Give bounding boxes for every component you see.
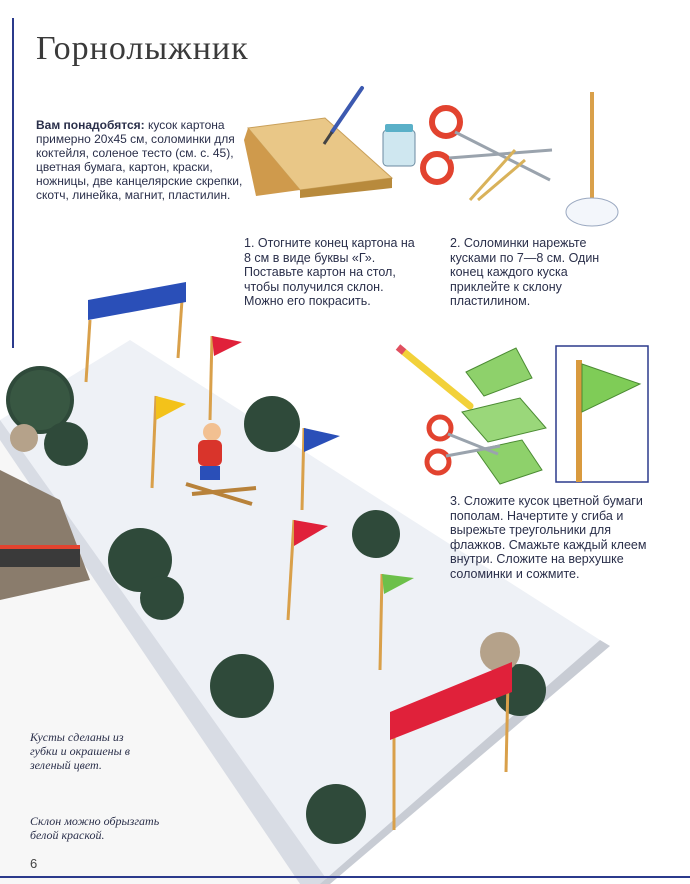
scissors-icon [423, 108, 552, 182]
folded-paper-icon [462, 348, 546, 484]
bush-icon [244, 396, 300, 452]
paint-jar-icon [383, 124, 415, 166]
straw-stand-icon [566, 92, 618, 226]
folded-cardboard-illustration [244, 118, 392, 230]
straws-icon [470, 150, 525, 200]
page-title: Горнолыжник [36, 30, 249, 67]
bush-icon [306, 784, 366, 844]
materials-text: кусок картона примерно 20х45 см, соломинки для коктейля, соленое тесто (см. с. 45), цветная бумага, картон, краски, ножницы, две канцелярские скрепки, скотч, линейка, магнит, пластилин. [36, 118, 243, 202]
bush-icon [352, 510, 400, 558]
slope-paint-note: Склон можно обрызгать белой краской. [30, 814, 160, 842]
materials-heading: Вам понадобятся: [36, 118, 145, 132]
bottom-accent-rule [0, 876, 690, 878]
bush-icon [10, 424, 38, 452]
bush-icon [44, 422, 88, 466]
page-number: 6 [30, 856, 38, 871]
step-3-text: 3. Сложите кусок цветной бумаги пополам. Начертите у сгиба и вырежьте треугольники для флажков. Смажьте каждый клеем внутри. Сложите на верхушке соломинки и сожмите. [450, 494, 647, 581]
bush-icon [210, 654, 274, 718]
pencil-icon [398, 347, 470, 406]
step-2-text: 2. Соломинки нарежьте кусками по 7—8 см. Один конец каждого куска приклейте к склону пластилином. [450, 236, 600, 308]
flag-detail-frame [556, 346, 648, 482]
bushes-note: Кусты сделаны из губки и окрашены в зеленый цвет. [30, 730, 130, 772]
step-1-text: 1. Отогните конец картона на 8 см в виде буквы «Г». Поставьте картон на стол, чтобы получился склон. Можно его покрасить. [244, 236, 415, 308]
